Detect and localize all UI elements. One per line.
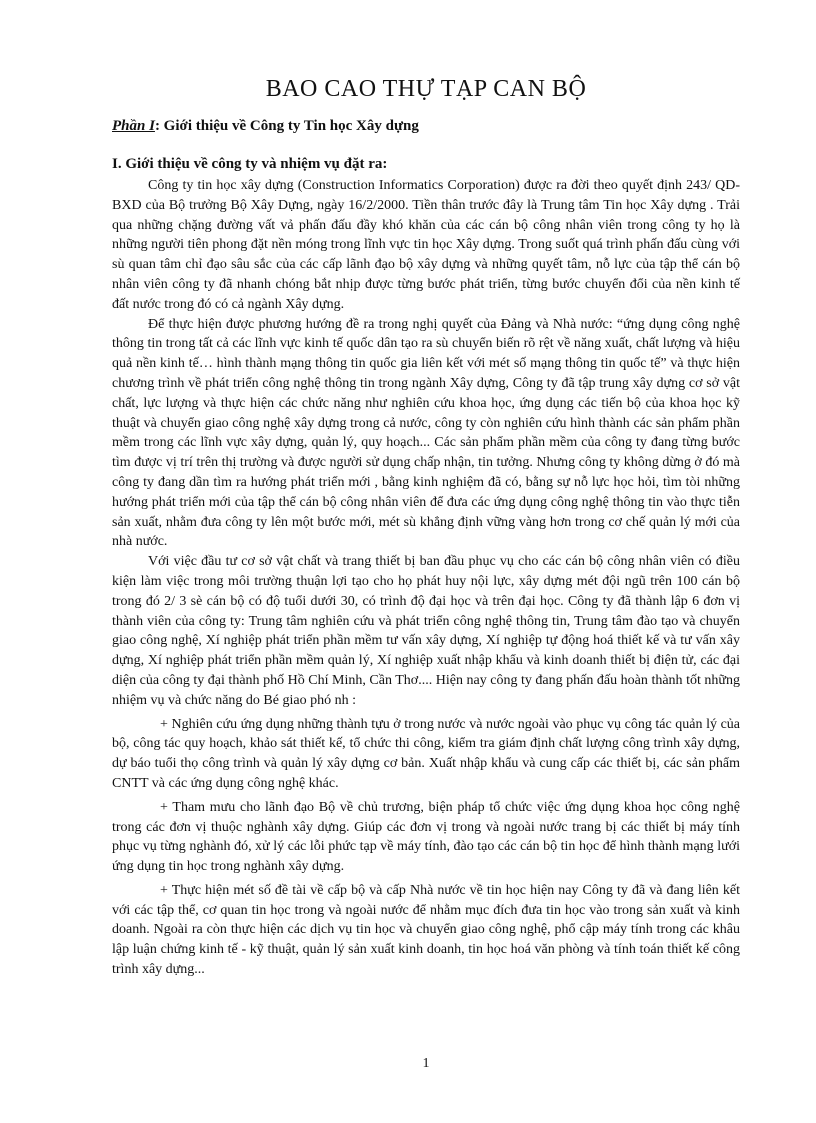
paragraph: Để thực hiện được phương hướng đề ra trong nghị quyết của Đảng và Nhà nước: “ứng dụng công nghệ thông tin trong tất cả các lĩnh vực kinh tế quốc dân tạo ra sù chuyển biến rõ rệt về năng xuất, chất lượng và hiệu quả nền kinh tế… hình thành mạng thông tin quốc gia liên kết với mét số mạng thông tin quốc tế” và thực hiện chương trình về phát triển công nghệ thông tin trong ngành Xây dựng, Công ty đã tập trung xây dựng cơ sở vật chất, lực lượng và thực hiện các chức năng như nghiên cứu khoa học, ứng dụng các tiến bộ của khoa học kỹ thuật và chuyển giao công nghệ xây dựng trong cả nước, công ty còn nghiên cứu hình thành các sản phẩm phần mềm trong các lĩnh vực xây dựng, quản lý, quy hoạch... Các sản phẩm phần mềm của công ty đang từng bước tìm được vị trí trên thị trường và được người sử dụng chấp nhận, tin tưởng. Nhưng công ty không dừng ở đó mà công ty đang dần tìm ra hướng phát triển mới , bằng kinh nghiệm đã có, bằng sự nỗ lực học hỏi, tìm tòi những hướng phát triển mới của tập thể cán bộ công nhân viên để đưa các ứng dụng công nghệ thông tin vào thực tiễn sản xuất, nhằm đưa công ty lên một bước mới, mét sù khẳng định vững vàng hơn trong cơ chế quản lý mới của nhà nước. xyxy=(112,316,740,550)
bullet-item: + Nghiên cứu ứng dụng những thành tựu ở trong nước và nước ngoài vào phục vụ công tác quản lý của bộ, công tác quy hoạch, khảo sát thiết kế, tổ chức thi công, kiểm tra giám định chất lượng công trình xây dựng, dự báo tuổi thọ công trình và quản lý xây dựng cơ bản. Xuất nhập khẩu và cung cấp các thiết bị, các sản phẩm CNTT và các ứng dụng công nghệ khác. xyxy=(112,716,740,791)
section-heading: I. Giới thiệu về công ty và nhiệm vụ đặt ra: xyxy=(112,156,388,172)
page-number: 1 xyxy=(422,1056,430,1071)
bullet-item: + Tham mưu cho lãnh đạo Bộ về chủ trương, biện pháp tổ chức việc ứng dụng khoa học công nghệ trong các đơn vị thuộc nghành xây dựng. Giúp các đơn vị trong và ngoài nước trang bị các thiết bị máy tính phục vụ từng nghành đó, xử lý các lỗi phức tạp về máy tính, đào tạo các cán bộ tin học để hình thành mạng lưới ứng dụng tin học trong nghành xây dựng. xyxy=(112,799,740,875)
document-page xyxy=(112,0,740,1123)
part-heading xyxy=(112,118,419,135)
part-label: Phần I xyxy=(112,118,155,134)
paragraph: Công ty tin học xây dựng (Construction Informatics Corporation) được ra đời theo quyết định 243/ QD-BXD của Bộ trưởng Bộ Xây Dựng, ngày 16/2/2000. Tiền thân trước đây là Trung tâm Tin học Xây dựng . Trải qua những chặng đường vất vả phấn đấu đầy khó khăn của các cán bộ công nhân viên trong công ty họ là những người tiên phong đặt nền móng trong lĩnh vực tin học Xây dựng. Trong suốt quá trình phấn đấu cùng với sù quan tâm chỉ đạo sâu sắc của các cấp lãnh đạo bộ xây dựng và những quyết tâm, nỗ lực của tập thể cán bộ nhân viên công ty đã nhanh chóng bắt nhịp được từng bước phát triển, từng bước chuyển đổi của nền kinh tế đất nước trong đó có cả ngành Xây dựng. xyxy=(112,178,740,312)
bullet-item: + Thực hiện mét số đề tài về cấp bộ và cấp Nhà nước về tin học hiện nay Công ty đã và đang liên kết với các tập thể, cơ quan tin học trong và ngoài nước để nhằm mục đích đưa tin học vào trong sản xuất và kinh doanh. Ngoài ra còn thực hiện các dịch vụ tin học và chuyển giao công nghệ, phổ cập máy tính trong các khâu lập luận chứng kinh tế - kỹ thuật, quản lý sản xuất kinh doanh, tin học hoá văn phòng và tính toán thiết kế công trình xây dựng... xyxy=(112,882,740,978)
paragraph: Với việc đầu tư cơ sở vật chất và trang thiết bị ban đầu phục vụ cho các cán bộ công nhân viên có điều kiện làm việc trong môi trường thuận lợi tạo cho họ phát huy nội lực, xây dựng mét đội ngũ trên 100 cán bộ trong đó 2/ 3 sè cán bộ có độ tuổi dưới 30, có trình độ đại học và trên đại học. Công ty đã thành lập 6 đơn vị thành viên của công ty: Trung tâm nghiên cứu và phát triển công nghệ thông tin, Trung tâm đào tạo và chuyển giao công nghệ, Xí nghiệp phát triển phần mềm tư vấn xây dựng, Xí nghiệp tự động hoá thiết kế và tư vấn xây dựng, Xí nghiệp phát triển phần mềm quản lý, Xí nghiệp xuất nhập khẩu và kinh doanh thiết bị điện tử, các đại diện của công ty đại thành phố Hồ Chí Minh, Cần Thơ.... Hiện nay công ty đang phấn đấu hoàn thành tốt những nhiệm vụ và chức năng do Bé giao phó nh : xyxy=(112,554,740,708)
part-title: : Giới thiệu về Công ty Tin học Xây dựng xyxy=(154,118,419,134)
document-title: BAO CAO THỰ TẠP CAN BỘ xyxy=(265,76,587,102)
document-body xyxy=(112,176,740,980)
